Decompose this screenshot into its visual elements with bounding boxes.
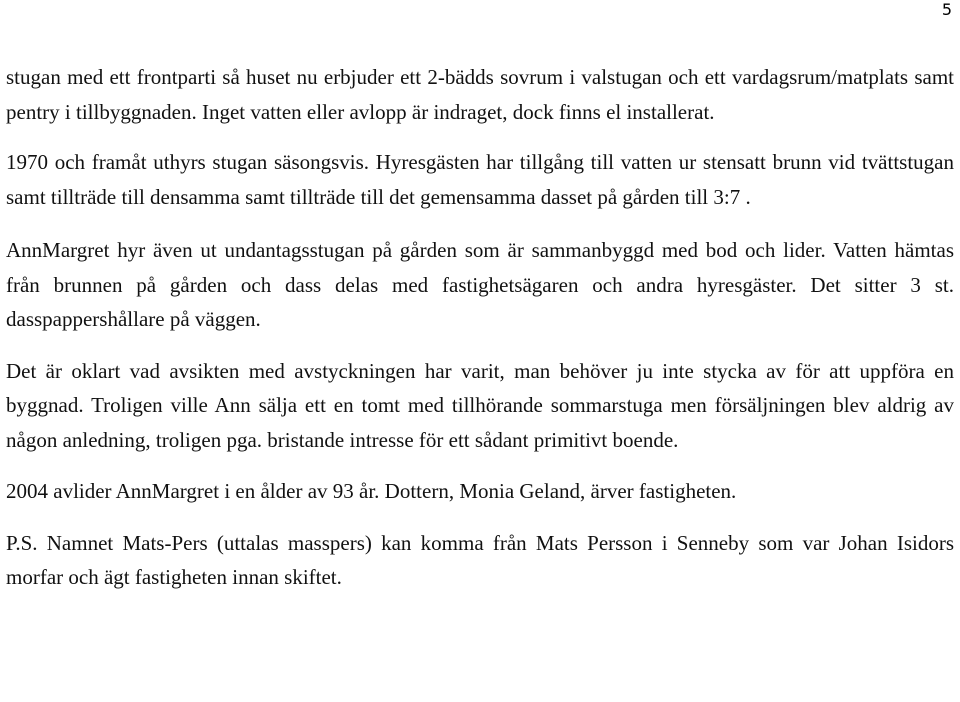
paragraph-2: 1970 och framåt uthyrs stugan säsongsvis. Hyresgästen har tillgång till vatten ur stensatt brunn vid tvättstugan samt tillträde till densamma samt tillträde till det gemensamma dasset på gården till 3:7 . — [6, 150, 954, 209]
paragraph-1: stugan med ett frontparti så huset nu erbjuder ett 2-bädds sovrum i valstugan och ett vardagsrum/matplats samt pentry i tillbyggnaden. Inget vatten eller avlopp är indraget, dock finns el installerat. — [6, 65, 954, 124]
paragraph-6: P.S. Namnet Mats-Pers (uttalas masspers) kan komma från Mats Persson i Senneby som var Johan Isidors morfar och ägt fastigheten innan skiftet. — [6, 530, 954, 589]
paragraph-3: AnnMargret hyr även ut undantagsstugan på gården som är sammanbyggd med bod och lider. Vatten hämtas från brunnen på gården och dass delas med fastighetsägaren och andra hyresgäster. Det sitter 3 st. dasspappershållare på väggen. — [6, 238, 954, 331]
paragraph-4: Det är oklart vad avsikten med avstyckningen har varit, man behöver ju inte stycka av för att uppföra en byggnad. Troligen ville Ann sälja ett en tomt med tillhörande sommarstuga men försäljningen blev aldrig av någon anledning, troligen pga. bristande intresse för ett sådant primitivt boende. — [6, 358, 954, 452]
paragraph-5: 2004 avlider AnnMargret i en ålder av 93 år. Dottern, Monia Geland, ärver fastigheten. — [6, 479, 737, 503]
document-body — [6, 60, 954, 595]
page-number: 5 — [941, 0, 952, 19]
